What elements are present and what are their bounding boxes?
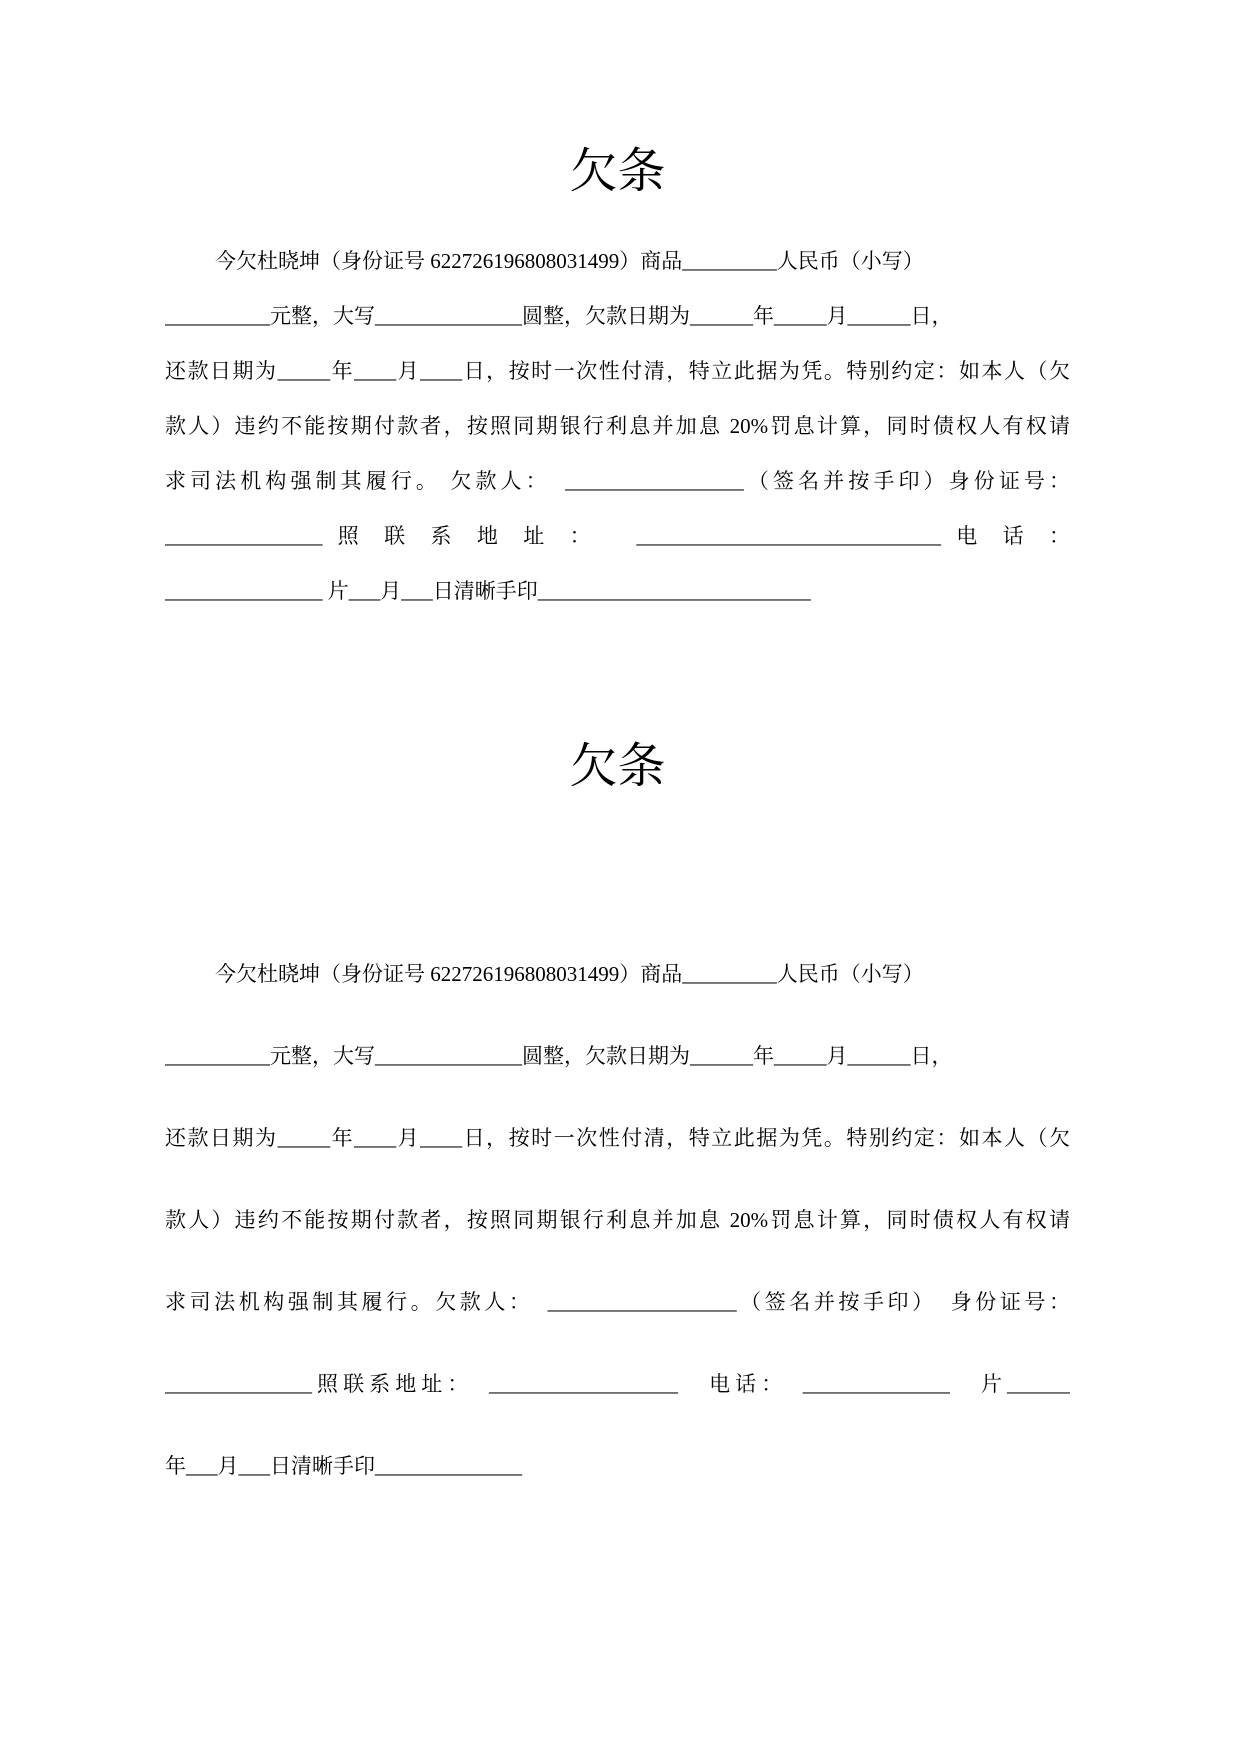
- body-line: 求司法机构强制其履行。 欠款人： _________________（签名并按手印）身份证号：: [165, 469, 1070, 493]
- body-line: _______________ 照 联 系 地 址 ： _____________________________ 电 话 ：: [165, 524, 1070, 548]
- body-line: __________元整，大写______________圆整，欠款日期为______年_____月______日，: [165, 304, 953, 328]
- body-line: 还款日期为_____年____月____日，按时一次性付清，特立此据为凭。特别约定：如本人（欠: [165, 359, 1070, 383]
- iou-section-first: [165, 142, 1070, 619]
- body-line: 年___月___日清晰手印______________: [165, 1454, 522, 1478]
- body-line: 求司法机构强制其履行。欠款人： __________________（签名并按手印） 身份证号：: [165, 1290, 1070, 1314]
- body-line: _______________ 片___月___日清晰手印__________________________: [165, 579, 811, 603]
- body-line: 款人）违约不能按期付款者，按照同期银行利息并加息 20%罚息计算，同时债权人有权请: [165, 1208, 1070, 1232]
- body-line: 款人）违约不能按期付款者，按照同期银行利息并加息 20%罚息计算，同时债权人有权请: [165, 414, 1070, 438]
- iou-body: [165, 933, 1070, 1507]
- body-line: 还款日期为_____年____月____日，按时一次性付清，特立此据为凭。特别约定：如本人（欠: [165, 1126, 1070, 1150]
- iou-title: 欠条: [569, 145, 666, 198]
- iou-body: [165, 234, 1070, 619]
- body-line: 今欠杜晓坤（身份证号 622726196808031499）商品_________人民币（小写）: [215, 962, 924, 986]
- body-line: __________元整，大写______________圆整，欠款日期为______年_____月______日，: [165, 1044, 953, 1068]
- iou-section-second: [165, 737, 1070, 1507]
- body-line: 今欠杜晓坤（身份证号 622726196808031499）商品_________人民币（小写）: [215, 249, 924, 273]
- body-line: ______________照联系地址： __________________ 电话： ______________ 片______: [165, 1372, 1070, 1396]
- document-content: [165, 0, 1070, 1507]
- iou-title: 欠条: [569, 740, 666, 793]
